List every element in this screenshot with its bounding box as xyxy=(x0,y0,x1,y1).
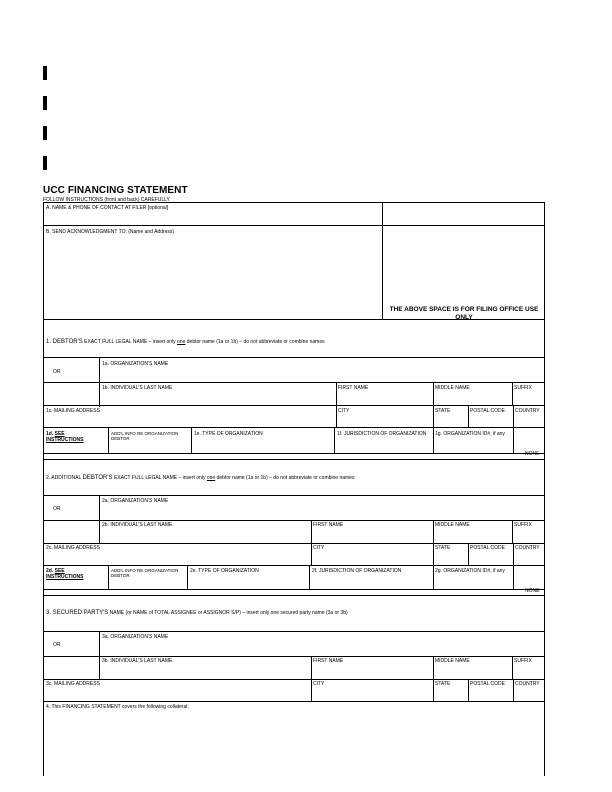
rule xyxy=(44,543,544,544)
rule xyxy=(99,631,100,679)
add-debtor-mailing-address-label: 2c. MAILING ADDRESS xyxy=(46,545,100,551)
debtor-city-label: CITY xyxy=(338,408,350,414)
rule xyxy=(513,543,514,565)
form-title: UCC FINANCING STATEMENT xyxy=(43,185,188,196)
rule xyxy=(108,565,109,589)
rule xyxy=(512,520,513,543)
rule xyxy=(44,520,544,521)
or-label: OR xyxy=(53,506,61,512)
debtor-last-name-label: 1b. INDIVIDUAL'S LAST NAME xyxy=(102,385,173,391)
registration-mark xyxy=(43,126,47,140)
rule xyxy=(44,405,544,406)
rule xyxy=(513,679,514,701)
debtor-addl-info-label: ADD'L INFO RE ORGANIZATION DEBTOR xyxy=(111,431,179,441)
rule xyxy=(44,357,544,358)
add-debtor-country-label: COUNTRY xyxy=(515,545,540,551)
rule xyxy=(108,427,109,453)
secured-org-name-label: 3a. ORGANIZATION'S NAME xyxy=(102,634,169,640)
rule xyxy=(44,427,544,428)
add-debtor-jurisdiction-label: 2f. JURISDICTION OF ORGANIZATION xyxy=(312,568,402,574)
debtor-first-name-label: FIRST NAME xyxy=(338,385,369,391)
add-debtor-first-name-label: FIRST NAME xyxy=(313,522,344,528)
add-debtor-org-name-label: 2a. ORGANIZATION'S NAME xyxy=(102,498,169,504)
rule xyxy=(382,225,544,226)
rule xyxy=(309,565,310,589)
add-debtor-city-label: CITY xyxy=(313,545,325,551)
or-label: OR xyxy=(53,642,61,648)
rule xyxy=(44,459,544,460)
rule xyxy=(44,589,544,590)
rule xyxy=(44,453,544,454)
rule xyxy=(513,565,514,589)
rule xyxy=(187,565,188,589)
rule xyxy=(191,427,192,453)
debtor-postal-code-label: POSTAL CODE xyxy=(470,408,506,414)
rule xyxy=(513,405,514,428)
form-subtitle: FOLLOW INSTRUCTIONS (front and back) CAREFULLY xyxy=(43,197,170,203)
rule xyxy=(44,565,544,566)
rule xyxy=(44,319,544,320)
rule xyxy=(44,202,544,203)
send-acknowledgment-label: B. SEND ACKNOWLEDGMENT TO: (Name and Address) xyxy=(46,229,175,235)
debtor-type-of-org-label: 1e. TYPE OF ORGANIZATION xyxy=(194,431,263,437)
rule xyxy=(382,202,383,319)
debtor-org-name-label: 1a. ORGANIZATION'S NAME xyxy=(102,361,169,367)
rule xyxy=(44,679,544,680)
or-label: OR xyxy=(53,369,61,375)
debtor-middle-name-label: MIDDLE NAME xyxy=(435,385,470,391)
debtor-see-instructions: 1d. SEE INSTRUCTIONS xyxy=(46,431,84,443)
rule xyxy=(44,631,544,632)
secured-first-name-label: FIRST NAME xyxy=(313,658,344,664)
secured-party-heading: 3. SECURED PARTY'S NAME (or NAME of TOTAL ASSIGNEE or ASSIGNOR S/P) – insert only one secured party name (3a or 3b) xyxy=(46,610,348,616)
secured-postal-code-label: POSTAL CODE xyxy=(470,681,506,687)
rule xyxy=(512,656,513,679)
rule xyxy=(44,701,544,702)
add-debtor-org-id-label: 2g. ORGANIZATION ID#, if any xyxy=(435,568,505,574)
add-debtor-postal-code-label: POSTAL CODE xyxy=(470,545,506,551)
add-debtor-middle-name-label: MIDDLE NAME xyxy=(435,522,470,528)
rule xyxy=(44,595,544,596)
secured-country-label: COUNTRY xyxy=(515,681,540,687)
filing-office-note: THE ABOVE SPACE IS FOR FILING OFFICE USE ONLY xyxy=(389,306,539,321)
rule xyxy=(44,225,383,226)
rule xyxy=(334,427,335,453)
debtor-heading: 1. DEBTOR'S EXACT FULL LEGAL NAME – insert only one debtor name (1a or 1b) – do not abbreviate or combine names xyxy=(46,339,325,345)
debtor-org-id-label: 1g. ORGANIZATION ID#, if any xyxy=(435,431,505,437)
add-debtor-type-of-org-label: 2e. TYPE OF ORGANIZATION xyxy=(190,568,259,574)
rule xyxy=(512,382,513,405)
secured-middle-name-label: MIDDLE NAME xyxy=(435,658,470,664)
rule xyxy=(513,427,514,453)
debtor-jurisdiction-label: 1f. JURISDICTION OF ORGANIZATION xyxy=(337,431,427,437)
debtor-country-label: COUNTRY xyxy=(515,408,540,414)
form-frame xyxy=(43,202,545,776)
debtor-suffix-label: SUFFIX xyxy=(514,385,532,391)
rule xyxy=(468,679,469,701)
rule xyxy=(44,382,544,383)
rule xyxy=(433,382,434,453)
add-debtor-addl-info-label: ADD'L INFO RE ORGANIZATION DEBTOR xyxy=(111,568,179,578)
debtor-none-label: NONE xyxy=(525,451,540,457)
rule xyxy=(99,495,100,543)
debtor-state-label: STATE xyxy=(435,408,451,414)
rule xyxy=(44,495,544,496)
secured-last-name-label: 3b. INDIVIDUAL'S LAST NAME xyxy=(102,658,173,664)
add-debtor-state-label: STATE xyxy=(435,545,451,551)
rule xyxy=(433,520,434,589)
registration-mark xyxy=(43,156,47,170)
debtor-mailing-address-label: 1c. MAILING ADDRESS xyxy=(46,408,100,414)
add-debtor-suffix-label: SUFFIX xyxy=(514,522,532,528)
rule xyxy=(468,405,469,428)
registration-mark xyxy=(43,96,47,110)
rule xyxy=(468,543,469,565)
additional-debtor-heading: 2. ADDITIONAL DEBTOR'S EXACT FULL LEGAL NAME – insert only one debtor name (1a or 1b) – do not abbreviate or combine names xyxy=(46,475,355,481)
contact-at-filer-label: A. NAME & PHONE OF CONTACT AT FILER [optional] xyxy=(46,205,169,211)
collateral-label: 4. This FINANCING STATEMENT covers the following collateral: xyxy=(46,704,189,710)
add-debtor-last-name-label: 2b. INDIVIDUAL'S LAST NAME xyxy=(102,522,173,528)
rule xyxy=(44,656,544,657)
secured-mailing-address-label: 3c. MAILING ADDRESS xyxy=(46,681,100,687)
registration-mark xyxy=(43,66,47,80)
add-debtor-see-instructions: 2d. SEE INSTRUCTIONS xyxy=(46,568,84,580)
secured-state-label: STATE xyxy=(435,681,451,687)
add-debtor-none-label: NONE xyxy=(525,588,540,594)
secured-city-label: CITY xyxy=(313,681,325,687)
secured-suffix-label: SUFFIX xyxy=(514,658,532,664)
